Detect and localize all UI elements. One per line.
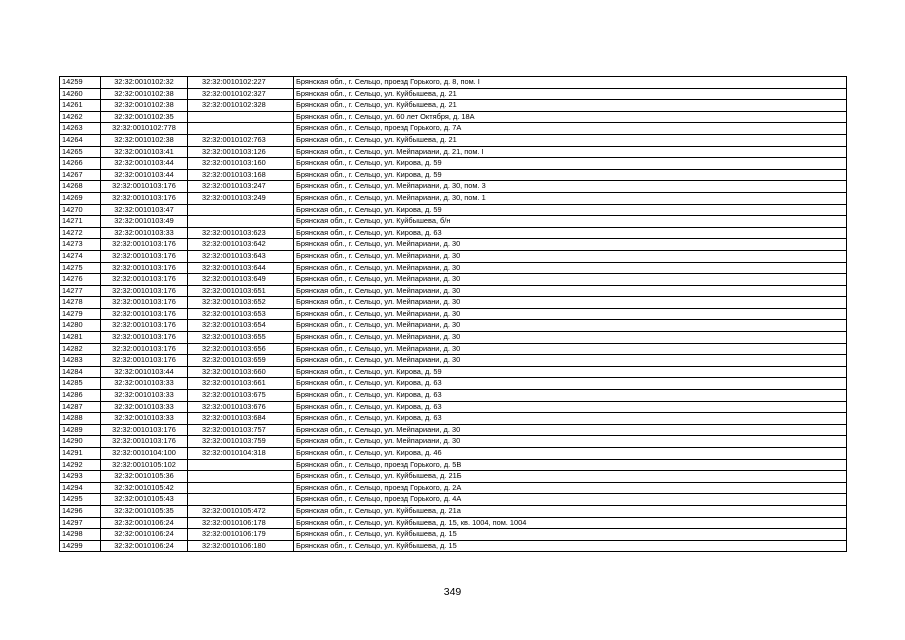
address-cell: Брянская обл., г. Сельцо, ул. Мейпариани, д. 30 [294, 262, 847, 274]
row-number-cell: 14267 [60, 169, 101, 181]
premises-cadastral-number-cell: 32:32:0010103:656 [188, 343, 294, 355]
premises-cadastral-number-cell: 32:32:0010103:126 [188, 146, 294, 158]
premises-cadastral-number-cell [188, 471, 294, 483]
address-cell: Брянская обл., г. Сельцо, проезд Горького, д. 2А [294, 482, 847, 494]
cadastral-number-cell: 32:32:0010102:32 [101, 77, 188, 89]
address-cell: Брянская обл., г. Сельцо, ул. Куйбышева, д. 15 [294, 540, 847, 552]
cadastral-number-cell: 32:32:0010102:778 [101, 123, 188, 135]
table-row [60, 169, 847, 181]
table-row [60, 529, 847, 541]
row-number-cell: 14294 [60, 482, 101, 494]
row-number-cell: 14284 [60, 366, 101, 378]
premises-cadastral-number-cell: 32:32:0010106:178 [188, 517, 294, 529]
row-number-cell: 14271 [60, 216, 101, 228]
address-cell: Брянская обл., г. Сельцо, ул. Кирова, д. 63 [294, 378, 847, 390]
row-number-cell: 14263 [60, 123, 101, 135]
premises-cadastral-number-cell: 32:32:0010106:180 [188, 540, 294, 552]
table-row [60, 192, 847, 204]
cadastral-number-cell: 32:32:0010106:24 [101, 529, 188, 541]
premises-cadastral-number-cell [188, 204, 294, 216]
table-row [60, 517, 847, 529]
table-row [60, 401, 847, 413]
row-number-cell: 14290 [60, 436, 101, 448]
cadastral-number-cell: 32:32:0010103:176 [101, 250, 188, 262]
address-cell: Брянская обл., г. Сельцо, ул. Куйбышева, д. 15 [294, 529, 847, 541]
cadastral-number-cell: 32:32:0010103:176 [101, 343, 188, 355]
address-cell: Брянская обл., г. Сельцо, ул. Мейпариани, д. 30 [294, 274, 847, 286]
row-number-cell: 14286 [60, 390, 101, 402]
cadastral-number-cell: 32:32:0010103:176 [101, 320, 188, 332]
table-row [60, 262, 847, 274]
table-row [60, 459, 847, 471]
premises-cadastral-number-cell: 32:32:0010105:472 [188, 505, 294, 517]
table-row [60, 297, 847, 309]
address-cell: Брянская обл., г. Сельцо, ул. Мейпариани, д. 21, пом. I [294, 146, 847, 158]
table-row [60, 239, 847, 251]
table-row [60, 448, 847, 460]
cadastral-number-cell: 32:32:0010103:41 [101, 146, 188, 158]
cadastral-number-cell: 32:32:0010103:176 [101, 436, 188, 448]
address-cell: Брянская обл., г. Сельцо, ул. Мейпариани, д. 30 [294, 436, 847, 448]
address-cell: Брянская обл., г. Сельцо, ул. 60 лет Октября, д. 18А [294, 111, 847, 123]
premises-cadastral-number-cell [188, 111, 294, 123]
table-row [60, 123, 847, 135]
address-cell: Брянская обл., г. Сельцо, ул. Мейпариани, д. 30 [294, 320, 847, 332]
address-cell: Брянская обл., г. Сельцо, ул. Кирова, д. 63 [294, 413, 847, 425]
row-number-cell: 14268 [60, 181, 101, 193]
row-number-cell: 14272 [60, 227, 101, 239]
table-row [60, 494, 847, 506]
cadastral-number-cell: 32:32:0010103:33 [101, 378, 188, 390]
premises-cadastral-number-cell: 32:32:0010103:247 [188, 181, 294, 193]
table-row [60, 111, 847, 123]
cadastral-number-cell: 32:32:0010103:176 [101, 297, 188, 309]
cadastral-number-cell: 32:32:0010103:44 [101, 366, 188, 378]
cadastral-number-cell: 32:32:0010103:44 [101, 169, 188, 181]
registry-table-body [60, 77, 847, 552]
row-number-cell: 14279 [60, 308, 101, 320]
address-cell: Брянская обл., г. Сельцо, ул. Мейпариани, д. 30 [294, 424, 847, 436]
address-cell: Брянская обл., г. Сельцо, ул. Куйбышева, б/н [294, 216, 847, 228]
table-row [60, 413, 847, 425]
address-cell: Брянская обл., г. Сельцо, ул. Кирова, д. 59 [294, 204, 847, 216]
address-cell: Брянская обл., г. Сельцо, ул. Куйбышева, д. 21 [294, 100, 847, 112]
cadastral-number-cell: 32:32:0010103:176 [101, 285, 188, 297]
table-row [60, 540, 847, 552]
table-row [60, 274, 847, 286]
premises-cadastral-number-cell: 32:32:0010103:654 [188, 320, 294, 332]
row-number-cell: 14280 [60, 320, 101, 332]
premises-cadastral-number-cell: 32:32:0010103:643 [188, 250, 294, 262]
premises-cadastral-number-cell: 32:32:0010102:327 [188, 88, 294, 100]
cadastral-number-cell: 32:32:0010105:102 [101, 459, 188, 471]
premises-cadastral-number-cell: 32:32:0010103:676 [188, 401, 294, 413]
row-number-cell: 14291 [60, 448, 101, 460]
cadastral-number-cell: 32:32:0010103:33 [101, 227, 188, 239]
premises-cadastral-number-cell: 32:32:0010102:227 [188, 77, 294, 89]
row-number-cell: 14281 [60, 332, 101, 344]
address-cell: Брянская обл., г. Сельцо, ул. Кирова, д. 63 [294, 227, 847, 239]
table-row [60, 100, 847, 112]
address-cell: Брянская обл., г. Сельцо, ул. Мейпариани, д. 30, пом. 1 [294, 192, 847, 204]
row-number-cell: 14296 [60, 505, 101, 517]
table-row [60, 204, 847, 216]
cadastral-number-cell: 32:32:0010103:33 [101, 413, 188, 425]
cadastral-number-cell: 32:32:0010103:176 [101, 192, 188, 204]
cadastral-number-cell: 32:32:0010103:176 [101, 424, 188, 436]
premises-cadastral-number-cell: 32:32:0010103:757 [188, 424, 294, 436]
address-cell: Брянская обл., г. Сельцо, ул. Куйбышева, д. 21 [294, 134, 847, 146]
cadastral-number-cell: 32:32:0010103:33 [101, 401, 188, 413]
cadastral-number-cell: 32:32:0010103:47 [101, 204, 188, 216]
premises-cadastral-number-cell: 32:32:0010103:249 [188, 192, 294, 204]
row-number-cell: 14295 [60, 494, 101, 506]
cadastral-number-cell: 32:32:0010103:44 [101, 158, 188, 170]
row-number-cell: 14277 [60, 285, 101, 297]
cadastral-number-cell: 32:32:0010103:33 [101, 390, 188, 402]
address-cell: Брянская обл., г. Сельцо, проезд Горького, д. 4А [294, 494, 847, 506]
address-cell: Брянская обл., г. Сельцо, ул. Кирова, д. 63 [294, 390, 847, 402]
address-cell: Брянская обл., г. Сельцо, ул. Куйбышева, д. 21Б [294, 471, 847, 483]
table-row [60, 390, 847, 402]
table-row [60, 216, 847, 228]
table-row [60, 77, 847, 89]
cadastral-number-cell: 32:32:0010105:35 [101, 505, 188, 517]
premises-cadastral-number-cell: 32:32:0010103:649 [188, 274, 294, 286]
cadastral-number-cell: 32:32:0010103:176 [101, 332, 188, 344]
cadastral-number-cell: 32:32:0010102:38 [101, 88, 188, 100]
cadastral-number-cell: 32:32:0010105:36 [101, 471, 188, 483]
table-row [60, 250, 847, 262]
premises-cadastral-number-cell [188, 482, 294, 494]
premises-cadastral-number-cell [188, 216, 294, 228]
premises-cadastral-number-cell: 32:32:0010103:653 [188, 308, 294, 320]
premises-cadastral-number-cell [188, 459, 294, 471]
row-number-cell: 14293 [60, 471, 101, 483]
premises-cadastral-number-cell: 32:32:0010102:328 [188, 100, 294, 112]
table-row [60, 355, 847, 367]
table-row [60, 146, 847, 158]
address-cell: Брянская обл., г. Сельцо, ул. Мейпариани, д. 30 [294, 239, 847, 251]
address-cell: Брянская обл., г. Сельцо, ул. Куйбышева, д. 21 [294, 88, 847, 100]
premises-cadastral-number-cell: 32:32:0010103:655 [188, 332, 294, 344]
cadastral-number-cell: 32:32:0010106:24 [101, 540, 188, 552]
premises-cadastral-number-cell: 32:32:0010106:179 [188, 529, 294, 541]
table-row [60, 227, 847, 239]
cadastral-number-cell: 32:32:0010103:176 [101, 308, 188, 320]
address-cell: Брянская обл., г. Сельцо, ул. Мейпариани, д. 30 [294, 308, 847, 320]
table-row [60, 308, 847, 320]
row-number-cell: 14292 [60, 459, 101, 471]
address-cell: Брянская обл., г. Сельцо, ул. Кирова, д. 46 [294, 448, 847, 460]
address-cell: Брянская обл., г. Сельцо, ул. Куйбышева, д. 21а [294, 505, 847, 517]
table-row [60, 471, 847, 483]
premises-cadastral-number-cell [188, 494, 294, 506]
row-number-cell: 14266 [60, 158, 101, 170]
row-number-cell: 14282 [60, 343, 101, 355]
row-number-cell: 14269 [60, 192, 101, 204]
row-number-cell: 14298 [60, 529, 101, 541]
row-number-cell: 14289 [60, 424, 101, 436]
address-cell: Брянская обл., г. Сельцо, проезд Горького, д. 7А [294, 123, 847, 135]
address-cell: Брянская обл., г. Сельцо, ул. Мейпариани, д. 30 [294, 297, 847, 309]
premises-cadastral-number-cell: 32:32:0010102:763 [188, 134, 294, 146]
premises-cadastral-number-cell: 32:32:0010103:651 [188, 285, 294, 297]
address-cell: Брянская обл., г. Сельцо, ул. Кирова, д. 59 [294, 169, 847, 181]
premises-cadastral-number-cell: 32:32:0010103:684 [188, 413, 294, 425]
cadastral-number-cell: 32:32:0010103:176 [101, 355, 188, 367]
premises-cadastral-number-cell: 32:32:0010103:642 [188, 239, 294, 251]
address-cell: Брянская обл., г. Сельцо, ул. Мейпариани, д. 30 [294, 343, 847, 355]
row-number-cell: 14270 [60, 204, 101, 216]
premises-cadastral-number-cell: 32:32:0010103:675 [188, 390, 294, 402]
row-number-cell: 14274 [60, 250, 101, 262]
address-cell: Брянская обл., г. Сельцо, проезд Горького, д. 8, пом. I [294, 77, 847, 89]
address-cell: Брянская обл., г. Сельцо, ул. Мейпариани, д. 30 [294, 250, 847, 262]
row-number-cell: 14275 [60, 262, 101, 274]
row-number-cell: 14273 [60, 239, 101, 251]
table-row [60, 332, 847, 344]
address-cell: Брянская обл., г. Сельцо, ул. Мейпариани, д. 30 [294, 332, 847, 344]
row-number-cell: 14259 [60, 77, 101, 89]
cadastral-number-cell: 32:32:0010103:49 [101, 216, 188, 228]
table-row [60, 285, 847, 297]
row-number-cell: 14276 [60, 274, 101, 286]
premises-cadastral-number-cell: 32:32:0010103:168 [188, 169, 294, 181]
address-cell: Брянская обл., г. Сельцо, ул. Мейпариани, д. 30 [294, 355, 847, 367]
row-number-cell: 14287 [60, 401, 101, 413]
row-number-cell: 14260 [60, 88, 101, 100]
cadastral-number-cell: 32:32:0010103:176 [101, 274, 188, 286]
table-row [60, 505, 847, 517]
table-row [60, 88, 847, 100]
address-cell: Брянская обл., г. Сельцо, проезд Горького, д. 5В [294, 459, 847, 471]
address-cell: Брянская обл., г. Сельцо, ул. Кирова, д. 63 [294, 401, 847, 413]
premises-cadastral-number-cell: 32:32:0010103:759 [188, 436, 294, 448]
table-row [60, 378, 847, 390]
cadastral-number-cell: 32:32:0010105:43 [101, 494, 188, 506]
row-number-cell: 14261 [60, 100, 101, 112]
cadastral-number-cell: 32:32:0010103:176 [101, 239, 188, 251]
premises-cadastral-number-cell: 32:32:0010103:644 [188, 262, 294, 274]
table-row [60, 424, 847, 436]
row-number-cell: 14288 [60, 413, 101, 425]
address-cell: Брянская обл., г. Сельцо, ул. Кирова, д. 59 [294, 366, 847, 378]
row-number-cell: 14297 [60, 517, 101, 529]
premises-cadastral-number-cell: 32:32:0010104:318 [188, 448, 294, 460]
table-row [60, 366, 847, 378]
table-row [60, 158, 847, 170]
premises-cadastral-number-cell: 32:32:0010103:659 [188, 355, 294, 367]
cadastral-number-cell: 32:32:0010105:42 [101, 482, 188, 494]
table-row [60, 436, 847, 448]
table-row [60, 181, 847, 193]
row-number-cell: 14264 [60, 134, 101, 146]
premises-cadastral-number-cell: 32:32:0010103:660 [188, 366, 294, 378]
address-cell: Брянская обл., г. Сельцо, ул. Мейпариани, д. 30 [294, 285, 847, 297]
cadastral-number-cell: 32:32:0010103:176 [101, 181, 188, 193]
page-number: 349 [443, 586, 462, 598]
premises-cadastral-number-cell: 32:32:0010103:652 [188, 297, 294, 309]
row-number-cell: 14278 [60, 297, 101, 309]
cadastral-number-cell: 32:32:0010102:38 [101, 134, 188, 146]
row-number-cell: 14262 [60, 111, 101, 123]
cadastral-number-cell: 32:32:0010106:24 [101, 517, 188, 529]
row-number-cell: 14285 [60, 378, 101, 390]
registry-table [59, 76, 847, 552]
premises-cadastral-number-cell: 32:32:0010103:160 [188, 158, 294, 170]
premises-cadastral-number-cell: 32:32:0010103:661 [188, 378, 294, 390]
table-row [60, 134, 847, 146]
cadastral-number-cell: 32:32:0010102:38 [101, 100, 188, 112]
table-row [60, 320, 847, 332]
address-cell: Брянская обл., г. Сельцо, ул. Мейпариани, д. 30, пом. 3 [294, 181, 847, 193]
premises-cadastral-number-cell [188, 123, 294, 135]
address-cell: Брянская обл., г. Сельцо, ул. Куйбышева, д. 15, кв. 1004, пом. 1004 [294, 517, 847, 529]
table-row [60, 343, 847, 355]
cadastral-number-cell: 32:32:0010102:35 [101, 111, 188, 123]
cadastral-number-cell: 32:32:0010104:100 [101, 448, 188, 460]
row-number-cell: 14265 [60, 146, 101, 158]
address-cell: Брянская обл., г. Сельцо, ул. Кирова, д. 59 [294, 158, 847, 170]
row-number-cell: 14299 [60, 540, 101, 552]
cadastral-number-cell: 32:32:0010103:176 [101, 262, 188, 274]
premises-cadastral-number-cell: 32:32:0010103:623 [188, 227, 294, 239]
row-number-cell: 14283 [60, 355, 101, 367]
table-row [60, 482, 847, 494]
